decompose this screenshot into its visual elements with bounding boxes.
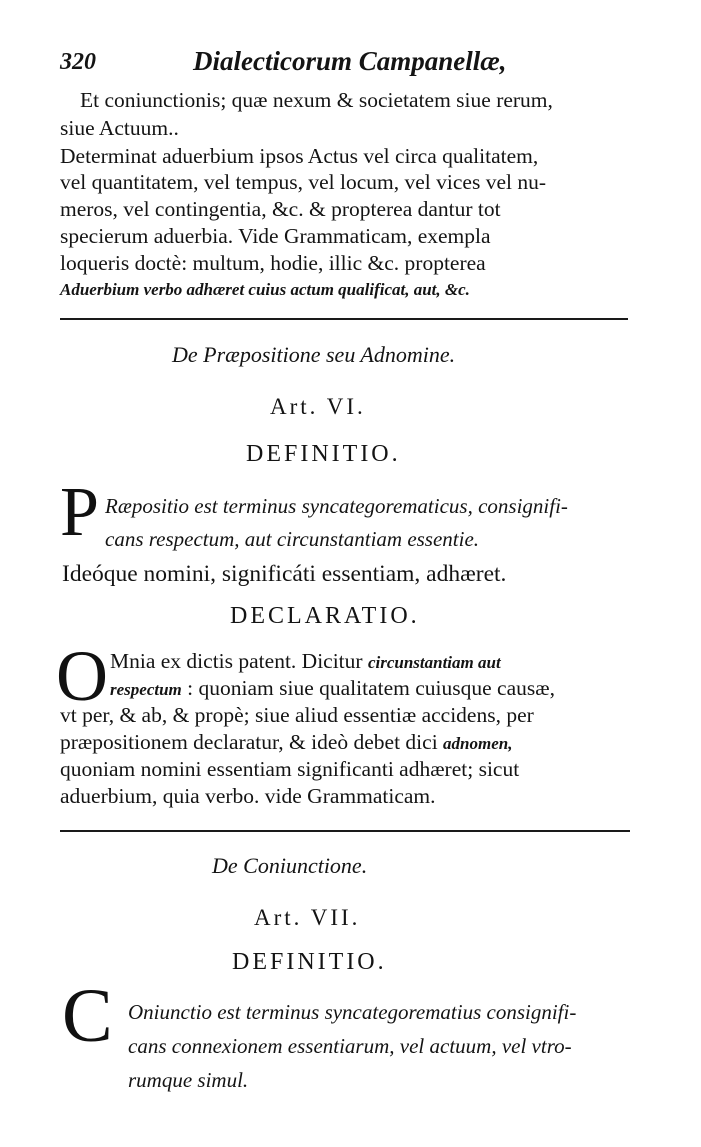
- text-line: Determinat aduerbium ipsos Actus vel circa qualitatem,: [60, 144, 539, 168]
- section-divider: [60, 318, 628, 320]
- text-line: aduerbium, quia verbo. vide Grammaticam.: [60, 784, 436, 808]
- text-line: præpositionem declaratur, & ideò debet dici adnomen,: [60, 730, 513, 754]
- text-line: meros, vel contingentia, &c. & propterea dantur tot: [60, 197, 501, 221]
- section-divider: [60, 830, 630, 832]
- text-line: Et coniunctionis; quæ nexum & societatem siue rerum,: [80, 88, 553, 112]
- definition-line: rumque simul.: [128, 1068, 249, 1092]
- text-line: Mnia ex dictis patent. Dicitur circunstantiam aut: [110, 649, 501, 673]
- text-line: siue Actuum..: [60, 116, 179, 140]
- article-number: Art. VII.: [254, 905, 361, 930]
- definition-line: Oniunctio est terminus syncategorematius consignifi-: [128, 1000, 577, 1024]
- running-title: Dialecticorum Campanellæ,: [193, 46, 507, 76]
- definitio-label: DEFINITIO.: [232, 949, 387, 975]
- drop-capital: O: [56, 636, 108, 716]
- article-number: Art. VI.: [270, 394, 366, 419]
- page-number: 320: [60, 49, 96, 75]
- definition-line: cans connexionem essentiarum, vel actuum, vel vtro-: [128, 1034, 572, 1058]
- text-line: vt per, & ab, & propè; siue aliud essentiæ accidens, per: [60, 703, 534, 727]
- text-line-italic: Aduerbium verbo adhæret cuius actum qualificat, aut, &c.: [60, 280, 470, 299]
- definition-line: cans respectum, aut circunstantiam essentie.: [105, 527, 480, 551]
- definition-roman-line: Ideóque nomini, significáti essentiam, adhæret.: [62, 561, 507, 587]
- text-line: specierum aduerbia. Vide Grammaticam, exempla: [60, 224, 491, 248]
- text-line: loqueris doctè: multum, hodie, illic &c. propterea: [60, 251, 486, 275]
- definition-line: Ræpositio est terminus syncategorematicus, consignifi-: [105, 494, 568, 518]
- text-line: quoniam nomini essentiam significanti adhæret; sicut: [60, 757, 520, 781]
- section-heading: De Coniunctione.: [212, 853, 368, 878]
- drop-capital: C: [62, 974, 113, 1058]
- definitio-label: DEFINITIO.: [246, 441, 401, 467]
- text-line: vel quantitatem, vel tempus, vel locum, vel vices vel nu-: [60, 170, 547, 194]
- drop-capital: P: [60, 474, 99, 551]
- declaratio-label: DECLARATIO.: [230, 603, 420, 629]
- section-heading: De Præpositione seu Adnomine.: [172, 342, 456, 367]
- text-line: respectum : quoniam siue qualitatem cuiusque causæ,: [110, 676, 555, 700]
